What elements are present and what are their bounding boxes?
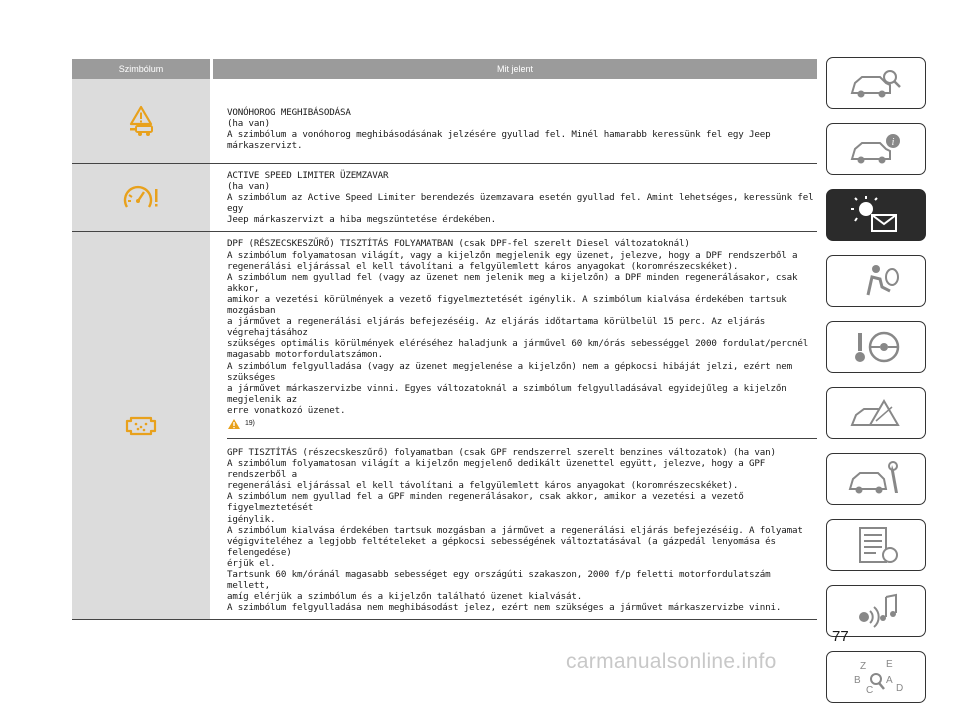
meaning-cell <box>213 79 817 163</box>
tab-emergency[interactable] <box>826 387 926 439</box>
svg-text:D: D <box>896 683 904 694</box>
tab-warning-lights[interactable] <box>826 189 926 241</box>
symbol-cell <box>72 164 213 231</box>
table-header <box>72 59 817 79</box>
watermark: carmanualsonline.info <box>566 650 777 673</box>
svg-text:Z: Z <box>860 661 867 672</box>
tab-technical-data[interactable] <box>826 519 926 571</box>
svg-text:E: E <box>886 659 893 670</box>
car-info-icon <box>846 129 906 169</box>
warning-light-message-icon <box>846 195 906 235</box>
hazard-triangle-car-icon <box>846 393 906 433</box>
svg-text:B: B <box>854 675 861 686</box>
specs-list-icon <box>846 525 906 565</box>
chapter-tabs <box>826 57 956 717</box>
key-steering-wheel-icon <box>846 327 906 367</box>
svg-text:A: A <box>886 675 893 686</box>
dpf-title: DPF (RÉSZECSKESZŰRŐ) TISZTÍTÁS FOLYAMATBAN (csak DPF-fel szerelt Diesel változatoknál) <box>227 238 690 250</box>
header-symbol: Szimbólum <box>72 59 213 79</box>
gpf-body: A szimbólum folyamatosan világít a kijelzőn megjelenő dedikált üzenettel együtt, jelezve, hogy a GPF rendszerből a regenerálási eljárással el kell távolítani a felgyülemlett káros anyagokat (koromrészecskéket). A szimbólum nem gyullad fel a GPF minden regenerálásakor, csak akkor, amikor a vezetési a vezető figyelmeztetését igénylik. A szimbólum kialvása érdekében tartsuk mozgásban a járművet a regenerálási eljárás befejezéséig. A folyamat végigviteléhez a legjobb feltételeket a gépkocsi sebességének változtatásával (a gázpedál lenyomása és felengedése) érjük el. Tartsunk 60 km/óránál magasabb sebességet egy országúti szakaszon, 2000 f/p feletti motorfordulatszám mellett, amíg elérjük a szimbólum és a kijelzőn található üzenet kialvását. A szimbólum felgyulladása nem meghibásodást jelez, ezért nem szükséges a járművet márkaszervizbe vinni. <box>227 458 803 614</box>
trailer-hook-warning-icon <box>124 104 158 138</box>
car-search-icon <box>846 63 906 103</box>
table-row <box>72 232 817 620</box>
row-body: A szimbólum az Active Speed Limiter berendezés üzemzavara esetén gyullad fel. Amint lehetséges, keressünk fel egy Jeep márkaszervizt a hiba megszüntetése érdekében. <box>227 192 814 226</box>
row-availability: (ha van) <box>227 181 271 193</box>
tab-car-search[interactable] <box>826 57 926 109</box>
row-title: VONÓHOROG MEGHIBÁSODÁSA <box>227 107 351 118</box>
meaning-cell <box>213 232 817 619</box>
header-meaning: Mit jelent <box>496 64 533 74</box>
meaning-cell <box>213 164 817 231</box>
row-availability: (ha van) <box>227 118 271 130</box>
table-row <box>72 164 817 232</box>
symbol-cell <box>72 79 213 163</box>
caution-triangle-icon <box>227 418 241 430</box>
row-title: ACTIVE SPEED LIMITER ÜZEMZAVAR <box>227 170 389 181</box>
note-ref: 19) <box>245 420 255 428</box>
svg-text:i: i <box>891 137 895 148</box>
gpf-section <box>227 438 817 613</box>
table-row <box>72 79 817 164</box>
active-speed-limiter-fault-icon <box>119 181 163 215</box>
airbag-seat-icon <box>846 261 906 301</box>
symbol-cell <box>72 232 213 619</box>
particulate-filter-icon <box>124 415 158 437</box>
page-number: 77 <box>832 628 849 645</box>
row-body: A szimbólum a vonóhorog meghibásodásának jelzésére gyullad fel. Minél hamarabb keressünk fel egy Jeep márkaszervizt. <box>227 129 771 152</box>
car-wrench-icon <box>846 459 906 499</box>
svg-text:C: C <box>866 685 874 696</box>
dpf-body: A szimbólum folyamatosan világít, vagy a kijelzőn megjelenik egy üzenet, jelezve, hogy a DPF rendszerből a regenerálási eljárással el kell távolítani a felgyülemlett káros anyagokat (koromrészecskéket). A szimbólum nem gyullad fel (vagy az üzenet nem jelenik meg a kijelzőn) a DPF minden regenerálásakor, csak akkor, amikor a vezetési körülmények a vezető figyelmeztetését igénylik. A szimbólum kialvása érdekében tartsuk mozgásban a járművet a regenerálási eljárás befejezéséig. Az eljárás időtartama körülbelül 15 perc. Az eljárás végrehajtásához szükséges optimális körülmények eléréséhez haladjunk a járművel 60 km/órás sebességgel 2000 fordulat/percnél magasabb motorfordulatszámon. A szimbólum felgyulladása (vagy az üzenet megjelenése a kijelzőn) nem a gépkocsi hibáját jelzi, ezért nem szükséges a járművet márkaszervizbe vinni. Egyes változatoknál a szimbólum felgyulladásával egyidejűleg a kijelzőn megjelenik az erre vonatkozó üzenet. <box>227 249 809 416</box>
warning-lights-table <box>72 59 817 620</box>
alphabetical-index-icon <box>846 657 906 697</box>
tab-index[interactable] <box>826 651 926 703</box>
tab-safety[interactable] <box>826 255 926 307</box>
tab-car-info[interactable] <box>826 123 926 175</box>
multimedia-icon <box>846 591 906 631</box>
tab-starting-driving[interactable] <box>826 321 926 373</box>
warning-note <box>227 418 817 430</box>
gpf-title: GPF TISZTÍTÁS (részecskeszűrő) folyamatban (csak GPF rendszerrel szerelt benzines változatok) (ha van) <box>227 446 776 458</box>
tab-maintenance[interactable] <box>826 453 926 505</box>
